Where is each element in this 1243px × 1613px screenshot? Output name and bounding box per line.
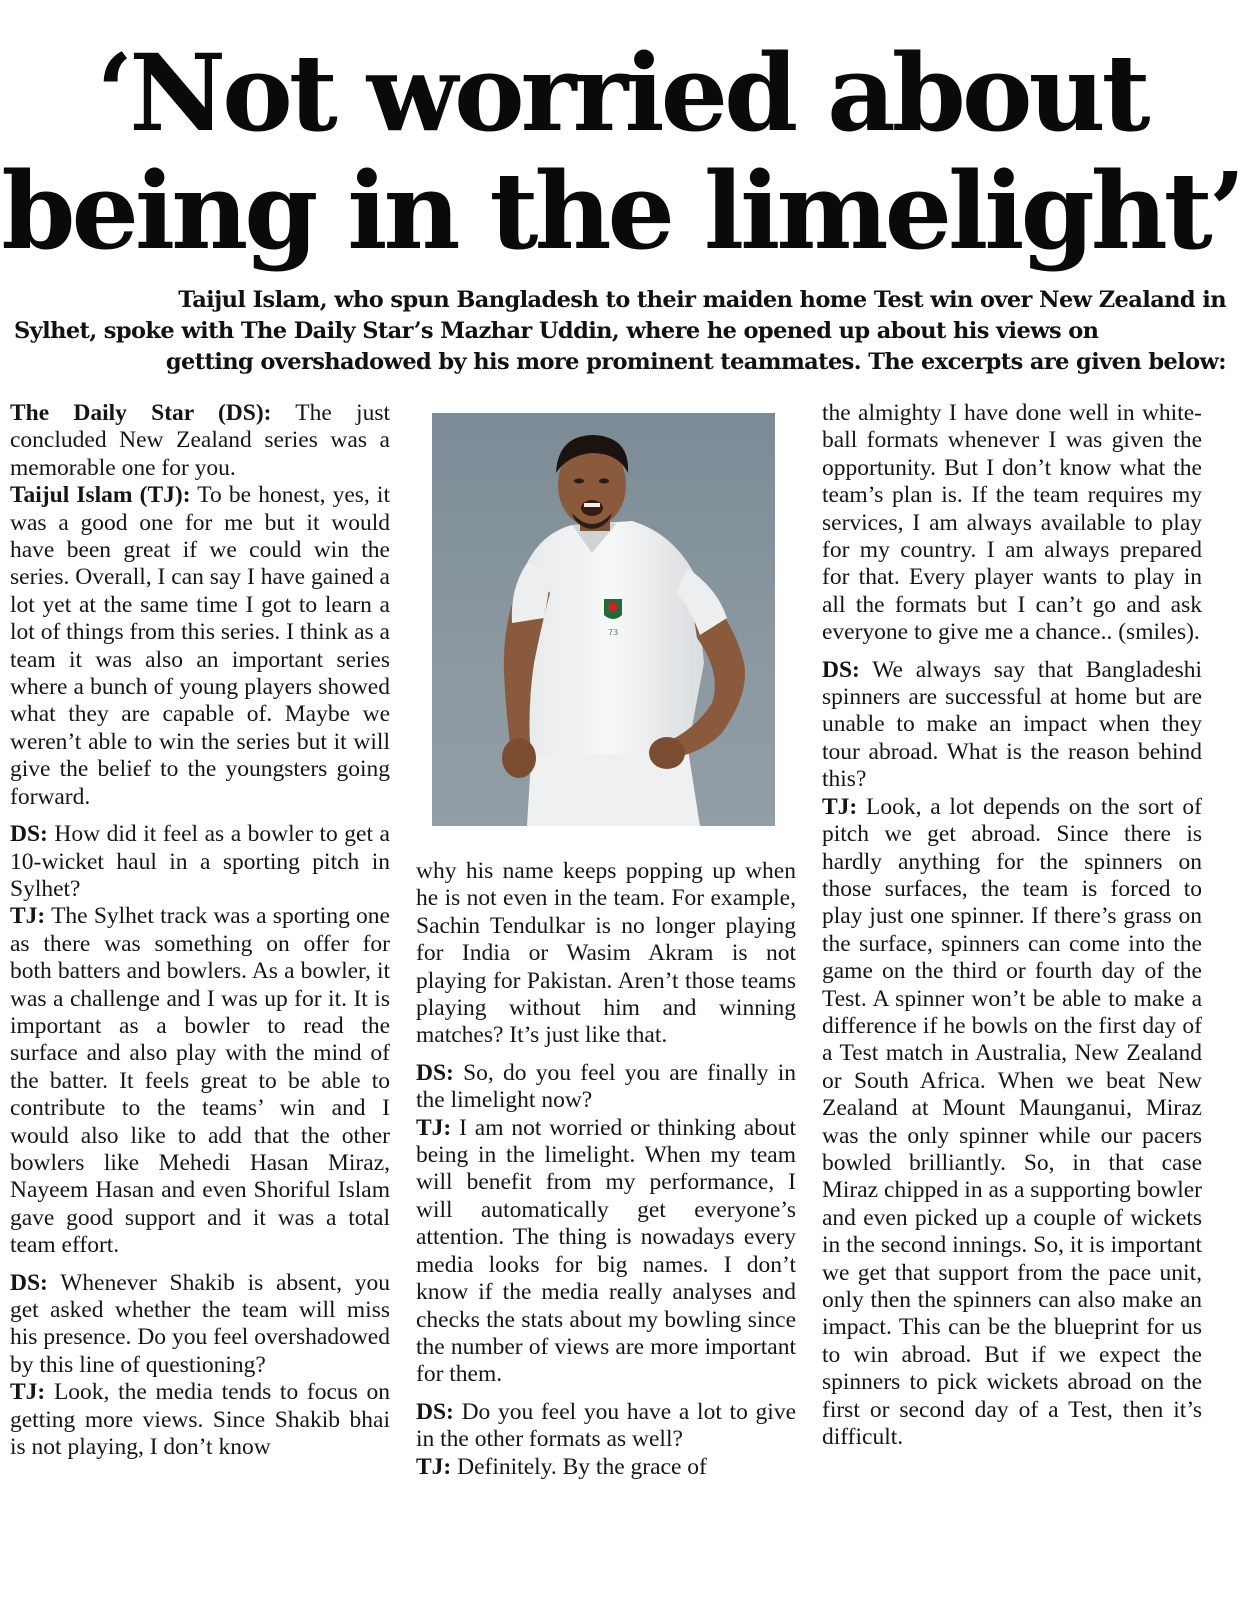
interview-answer [822,400,1202,647]
article-column-2 [416,858,796,1491]
answer-text: why his name keeps popping up when he is not even in the team. For example, Sachin Tendulkar is no longer playing for India or Wasim Akram is not playing for Pakistan. Aren’t those teams playing without him and winning matches? It’s just like that. [416,858,796,1049]
interview-question [10,821,390,903]
question-text: We always say that Bangladeshi spinners are successful at home but are unable to make an impact when they tour abroad. What is the reason behind this? [822,656,1202,793]
headline-line-2: being in the limelight’ [1,148,1242,273]
answer-text: the almighty I have done well in white-ball formats whenever I was given the opportunity. But I don’t know what the team’s plan is. If the team requires my services, I am always available to play for my country. I am always prepared for that. Every player wants to play in all the formats but I can’t go and ask everyone to give me a chance.. (smiles). [822,400,1202,646]
player-celebration-image [432,413,775,826]
question-text: Do you feel you have a lot to give in the other formats as well? [416,1398,796,1453]
jersey-number: 73 [608,628,619,637]
speaker-label: Taijul Islam (TJ): [10,482,191,509]
answer-text: The Sylhet track was a sporting one as there was something on offer for both batters and bowlers. As a bowler, it was a challenge and I was up for it. It is important as a bowler to read the surface and also play with the mind of the batter. It feels great to be able to contribute to the teams’ win and I would also like to add that the other bowlers like Mehedi Hasan Miraz, Nayeem Hasan and even Shoriful Islam gave good support and it was a total team effort. [10,903,390,1259]
speaker-label: DS: [10,821,48,848]
player-photo [432,413,775,826]
interview-question [416,1060,796,1115]
answer-text: Look, a lot depends on the sort of pitch we get abroad. Since there is hardly anything for the spinners on those surfaces, the team is forced to play just one spinner. If there’s grass on the surface, spinners can come into the game on the third or fourth day of the Test. A spinner won’t be able to make a difference if he bowls on the first day of a Test match in Australia, New Zealand or South Africa. When we beat New Zealand at Mount Maunganui, Miraz was the only spinner while our pacers bowled brilliantly. So, in that case Miraz chipped in as a supporting bowler and even picked up a couple of wickets in the second innings. So, it is important we get that support from the pace unit, only then the spinners can also make an impact. This can be the blueprint for us to win abroad. But if we expect the spinners to pick wickets abroad on the first or second day of a Test, then it’s difficult. [822,793,1202,1451]
interview-question [10,400,390,482]
interview-answer [10,482,390,811]
speaker-label: TJ: [416,1453,452,1480]
question-text: The just concluded New Zealand series was a memorable one for you. [10,400,390,481]
question-text: So, do you feel you are finally in the limelight now? [416,1059,796,1114]
interview-answer [416,1454,796,1481]
standfirst-line-3: getting overshadowed by his more prominent teammates. The excerpts are given below: [165,349,1226,375]
standfirst-line-2: Sylhet, spoke with The Daily Star’s Mazhar Uddin, where he opened up about his views on [14,318,1099,344]
answer-text: Definitely. By the grace of [451,1453,707,1480]
interview-question [416,1399,796,1454]
speaker-label: The Daily Star (DS): [10,400,272,426]
article-column-1 [10,400,390,1471]
interview-question [10,1270,390,1380]
speaker-label: DS: [416,1398,454,1425]
speaker-label: DS: [822,656,860,683]
answer-text: Look, the media tends to focus on getting more views. Since Shakib bhai is not playing, I don’t know [10,1379,390,1461]
interview-answer [10,903,390,1259]
speaker-label: DS: [10,1269,48,1296]
question-text: Whenever Shakib is absent, you get asked whether the team will miss his presence. Do you feel overshadowed by this line of questioning? [10,1269,390,1378]
answer-text: To be honest, yes, it was a good one for me but it would have been great if we could win the series. Overall, I can say I have gained a lot yet at the same time I got to learn a lot of things from this series. I think as a team it was also an important series where a bunch of young players showed what they are capable of. Maybe we weren’t able to win the series but it will give the belief to the youngsters going forward. [10,482,390,810]
interview-answer [416,858,796,1050]
speaker-label: TJ: [10,903,46,930]
article-column-3 [822,400,1202,1461]
standfirst [14,285,1226,378]
interview-answer [822,794,1202,1452]
headline [0,30,1243,273]
standfirst-line-1: Taijul Islam, who spun Bangladesh to their maiden home Test win over New Zealand in [178,287,1226,313]
speaker-label: DS: [416,1059,454,1086]
interview-answer [10,1379,390,1461]
headline-line-1: ‘Not worried about [96,30,1147,155]
speaker-label: TJ: [822,793,858,820]
answer-text: I am not worried or thinking about being in the limelight. When my team will benefit from my performance, I will automatically get everyone’s attention. The thing is nowadays every media looks for big names. I don’t know if the media really analyses and checks the stats about my bowling since the number of views are more important for them. [416,1114,796,1388]
speaker-label: TJ: [10,1379,46,1406]
question-text: How did it feel as a bowler to get a 10-wicket haul in a sporting pitch in Sylhet? [10,821,390,902]
speaker-label: TJ: [416,1114,452,1141]
interview-question [822,657,1202,794]
interview-answer [416,1115,796,1389]
